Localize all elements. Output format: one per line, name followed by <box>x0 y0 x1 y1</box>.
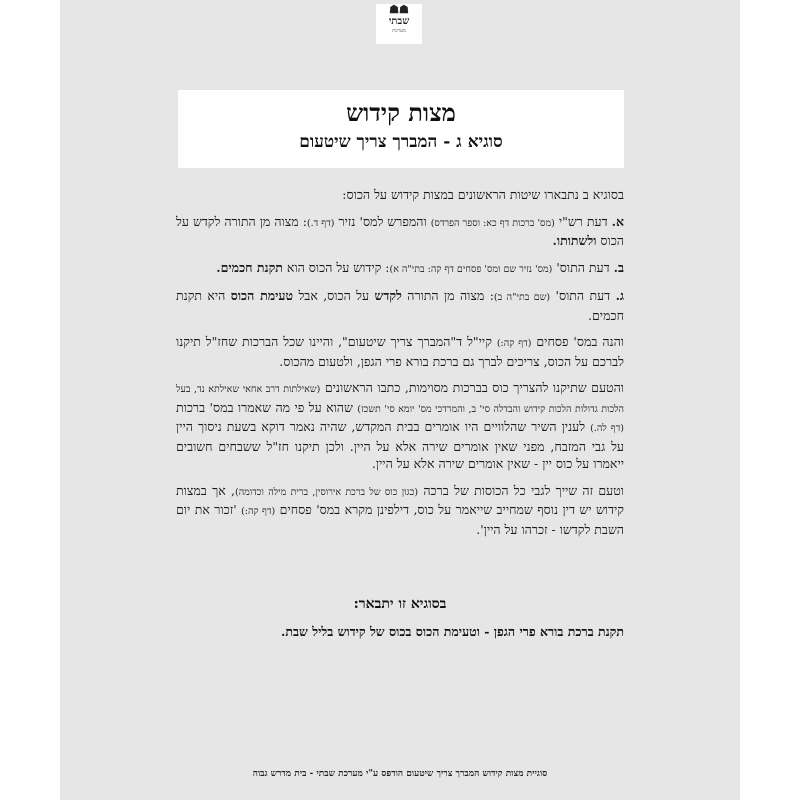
page-footer: סוגיית מצות קידוש המברך צריך שיטעום הודפס ע"י מערכת שבתי - בית מדרש גבוה <box>252 769 548 779</box>
item-emphasis: לקדש <box>374 288 402 303</box>
intro-paragraph: בסוגיא ב נתבארו שיטות הראשונים במצות קידוש על הכוס: <box>342 187 624 202</box>
paragraph-bracha <box>176 482 624 539</box>
item-text: : מצוה מן התורה <box>407 288 494 303</box>
source-citation: (מס' נזיר שם ומס' פסחים דף קה: בתי"ה א) <box>389 263 553 275</box>
item-lead: דעת התוס' <box>556 259 610 275</box>
item-emphasis: טעימת הכוס <box>230 288 294 303</box>
item-lead: דעת רש"י <box>558 213 608 229</box>
source-citation: (דף לה.) <box>590 423 624 434</box>
source-citation: (דף קה:) <box>496 338 532 349</box>
summary-heading: בסוגיא זו יתבאר: <box>353 596 447 612</box>
item-text: והמפרש למס' נזיר <box>338 213 427 229</box>
item-letter: ג. <box>615 288 625 303</box>
item-text: : מצוה מן התורה לקדש על הכוס <box>176 213 624 248</box>
paragraph-text: קיי"ל ד"המברך צריך שיטעום", והיינו שכל הברכות שחז"ל תיקנו לברכם על הכוס, צריכים לברך גם ברכת בורא פרי הגפן, ולטעום מהכוס. <box>176 334 624 369</box>
item-emphasis: תקנת חכמים. <box>216 259 283 275</box>
page-title: מצות קידוש <box>346 98 456 127</box>
source-citation: (מס' ברכות דף כא: וספר הפרדס) <box>430 217 555 229</box>
paragraph-reason <box>176 379 624 473</box>
item-letter: ב. <box>613 259 624 275</box>
source-citation: (שם בתי"ה ב) <box>493 292 551 303</box>
item-lead: דעת התוס' <box>555 288 611 303</box>
item-rashi <box>176 213 624 250</box>
summary-line: תקנת ברכת בורא פרי הגפן - וטעימת הכוס בכוס של קידוש בליל שבת. <box>281 624 624 639</box>
paragraph-text: והנה במס' פסחים <box>536 334 624 349</box>
item-letter: א. <box>611 213 625 229</box>
paragraph-pesachim <box>176 333 624 370</box>
publisher-logo <box>376 4 422 44</box>
title-box <box>178 90 624 168</box>
paragraph-text: , אך במצות קידוש יש דין נוסף שמחייב שייאמר על כוס, דילפינן מקרא במס' פסחים <box>176 482 624 517</box>
item-tosafot-1 <box>176 259 624 279</box>
item-text: : קידוש על הכוס הוא <box>286 259 390 275</box>
paragraph-text: והטעם שתיקנו להצריך כוס בברכות מסוימות, כתבו הראשונים <box>324 380 624 395</box>
document-body <box>176 186 624 547</box>
source-citation: (שאילתות דרב אחאי שאילתא נד, בעל הלכות גדולות הלכות קידוש והבדלה סי' ב, והמרדכי מס' יומא סי' תשכז) <box>176 384 624 415</box>
source-citation: (כגון כוס של ברכת אירוסין, ברית מילה וכדומה) <box>235 486 419 498</box>
paragraph-text: וטעם זה שייך לגבי כל הכוסות של ברכה <box>423 482 624 498</box>
source-citation: (דף ד.) <box>306 217 335 229</box>
paragraph-text: 'זכור את יום השבת לקדשו - זכרהו על היין'. <box>176 502 624 537</box>
logo-mark-icon: ☗☗ <box>389 3 409 16</box>
item-tosafot-2 <box>176 287 624 324</box>
item-text: על הכוס, אבל <box>298 288 370 303</box>
logo-wordmark: שבתי <box>388 16 410 27</box>
logo-tagline: מערכת <box>392 28 406 34</box>
paragraph-text: לענין השיר שהלוויים היו אומרים בבית המקדש, שהיה נאמר דוקא בשעת ניסוך היין על גבי המזבח, מפני שאין אומרים שירה אלא על היין. ולכן תיקנו חז"ל ששבחים חשובים ייאמרו על כוס יין - שאין אומרים שירה אלא על היין. <box>176 419 624 471</box>
item-text: היא תקנת חכמים. <box>176 288 624 323</box>
source-citation: (דף קה:) <box>241 506 276 517</box>
page-subtitle: סוגיא ג - המברך צריך שיטעום <box>299 132 503 152</box>
item-emphasis: ולשתותו. <box>552 233 597 248</box>
paragraph-text: שהוא על פי מה שאמרו במס' ברכות <box>176 399 353 415</box>
